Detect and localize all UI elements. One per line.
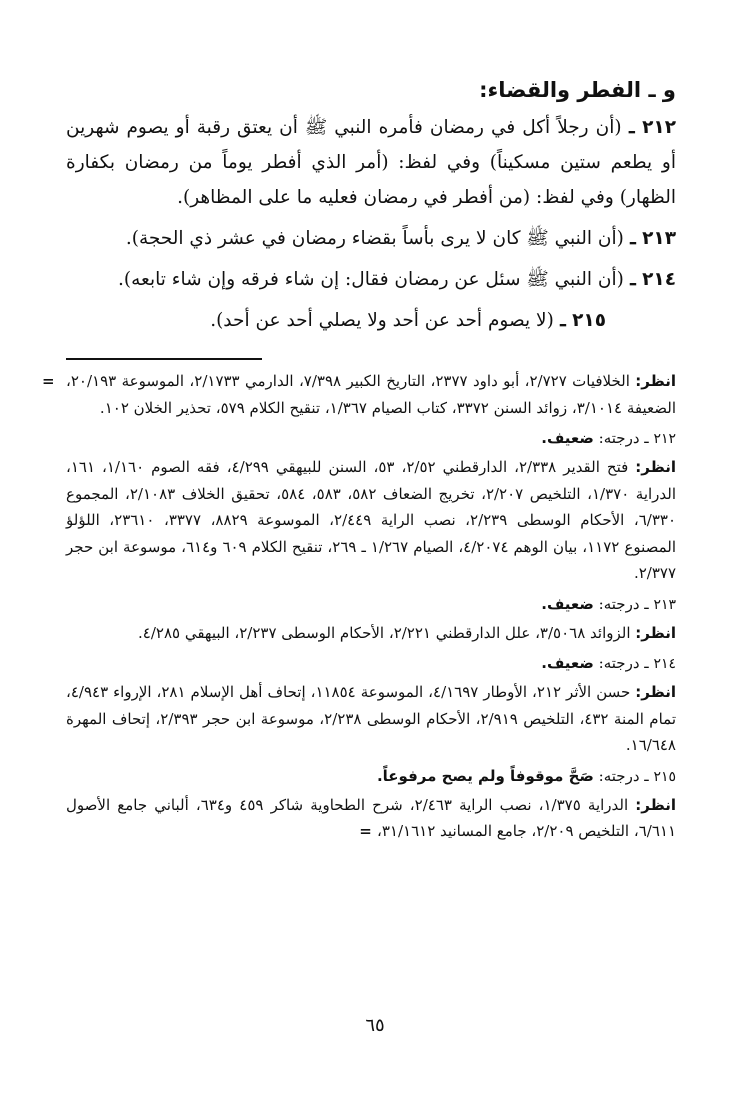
ref-label: انظر: [635,623,676,642]
grade-label: ـ درجته: [593,654,654,672]
grade-label: ـ درجته: [593,766,654,785]
footnote-refs-212 [66,454,676,587]
grade-label: ـ درجته: [593,429,654,447]
page-number: ٦٥ [365,1015,385,1036]
grade-value: صَحَّ موقوفاً ولم يصح مرفوعاً. [376,766,594,785]
ref-text: فتح القدير ٢/٣٣٨، الدارقطني ٢/٥٢، ٥٣، السنن للبيهقي ٤/٢٩٩، فقه الصوم ١/١٦٠، ١٦١، الدراية ١/٣٧٠، التلخيص ٢/٢٠٧، تخريج الضعاف ٥٨٢، ٥٨٣، ٥٨٤، تحقيق الخلاف ٢/١٠٨٣، المجموع ٦/٣٣٠، الأحكام الوسطى ٢/٢٣٩، نصب الراية ٢/٤٤٩، الموسوعة ٨٨٢٩، ٣٣٧٧، ٢٣٦١٠، اللؤلؤ المصنوع ١١٧٢، بيان الوهم ٤/٢٠٧٤، الصيام ١/٢٦٧ ـ ٢٦٩، تنقيح الكلام ٦٠٩ و٦١٤، موسوعة ابن حجر ٢/٣٧٧. [66,458,677,582]
ref-label: انظر: [635,458,676,476]
ref-label: انظر: [635,683,676,701]
grade-label: ـ درجته: [593,594,654,613]
footnote-refs-215 [66,792,676,845]
hadith-item-213 [66,221,676,256]
grade-line-214 [66,650,676,677]
ref-label: انظر: [635,372,676,390]
ref-text: حسن الأثر ٢١٢، الأوطار ٤/١٦٩٧، الموسوعة ١١٨٥٤، إتحاف أهل الإسلام ٢٨١، الإرواء ٤/٩٤٣، تمام المنة ٤٣٢، التلخيص ٢/٩١٩، الأحكام الوسطى ٢/٢٣٨، موسوعة ابن حجر ٢/٣٩٣، إتحاف المهرة ١٦/٦٤٨. [66,683,676,754]
grade-number: ٢١٤ [653,656,676,672]
hadith-item-215 [66,303,676,338]
item-separator: ـ [623,228,643,249]
grade-number: ٢١٣ [653,596,676,613]
grade-number: ٢١٥ [653,768,676,785]
continuation-end-mark: = [359,822,378,840]
item-number: ٢١٥ [572,310,606,331]
footnote-refs-213 [66,620,676,647]
footnote-refs-214 [66,679,676,759]
footnote-continuation [42,368,676,421]
item-separator: ـ [623,269,643,290]
ref-text: الدراية ١/٣٧٥، نصب الراية ٢/٤٦٣، شرح الطحاوية شاكر ٤٥٩ و٦٣٤، ألباني جامع الأصول ٦/٦١١، التلخيص ٢/٢٠٩، جامع المسانيد ٣١/١٦١٢، [66,795,676,840]
grade-value: ضعيف. [541,654,594,672]
section-heading: و ـ الفطر والقضاء: [479,78,676,102]
item-text: (أن رجلاً أكل في رمضان فأمره النبي ﷺ أن يعتق رقبة أو يصوم شهرين أو يطعم ستين مسكيناً) وفي لفظ: (أمر الذي أفطر يوماً من رمضان بكفارة الظهار) وفي لفظ: (من أفطر في رمضان فعليه ما على المظاهر). [66,117,676,208]
hadith-item-214 [66,262,676,297]
item-number: ٢١٤ [642,269,676,290]
grade-line-215 [66,763,676,790]
item-number: ٢١٢ [642,117,676,138]
grade-number: ٢١٢ [653,431,676,447]
hadith-item-212 [66,110,676,215]
continuation-mark: = [42,372,55,390]
item-number: ٢١٣ [642,228,676,249]
grade-value: ضعيف. [541,594,594,613]
grade-line-212 [66,425,676,452]
ref-label: انظر: [635,795,676,814]
ref-text: الخلافيات ٢/٧٢٧، أبو داود ٢٣٧٧، التاريخ الكبير ٧/٣٩٨، الدارمي ٢/١٧٣٣، الموسوعة ٢٠/١٩٣، الضعيفة ٣/١٠١٤، زوائد السنن ٣٣٧٢، كتاب الصيام ١/٣٦٧، تنقيح الكلام ٥٧٩، تحذير الخلان ١٠٢. [66,372,676,417]
grade-value: ضعيف. [541,429,594,447]
item-separator: ـ [553,310,573,331]
item-text: (لا يصوم أحد عن أحد ولا يصلي أحد عن أحد). [210,310,554,331]
item-text: (أن النبي ﷺ كان لا يرى بأساً بقضاء رمضان في عشر ذي الحجة). [125,228,624,249]
footnote-divider [66,358,262,360]
item-text: (أن النبي ﷺ سئل عن رمضان فقال: إن شاء فرقه وإن شاء تابعه). [118,269,624,290]
item-separator: ـ [621,117,643,138]
grade-line-213 [66,591,676,618]
ref-text: الزوائد ٣/٥٠٦٨، علل الدارقطني ٢/٢٢١، الأحكام الوسطى ٢/٢٣٧، البيهقي ٤/٢٨٥. [138,623,636,642]
